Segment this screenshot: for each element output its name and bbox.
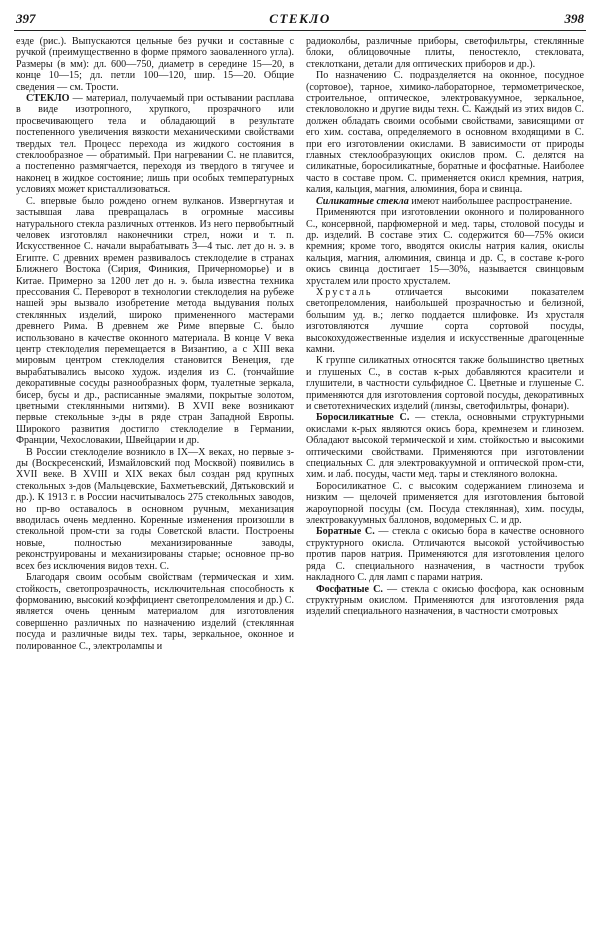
page-header [14,10,586,31]
paragraph: Боросиликатное С. с высоким содержанием глинозема и низким — щелочей применяется для изготовления бытовой жароупорной посуды (см. Посуда стеклянная), хим. посуды, электровакуумных баллонов, водомерных С. и др. [306,480,584,527]
paragraph: В России стеклоделие возникло в IX—X веках, но первые з-ды (Воскресенский, Измайловский под Москвой) появились в XVII веке. В XVIII и XIX веках был создан ряд крупных стекольных з-дов (Мальцевские, Бахметьевский, Дятьковский и др.). К 1913 г. в России насчитывалось 275 стекольных заводов, но пр-во оставалось в основном ручным, механизация вводилась очень медленно. Коренные изменения произошли в стекольной пром-сти за годы Советской власти. Построены новые, полностью механизированные заводы, реконструированы и механизированы старые; основное пр-во всех без исключения видов техн. С. [16,446,294,572]
running-head: СТЕКЛО [269,11,331,26]
paragraph: Фосфатные С. — стекла с окисью фосфора, как основным структурным окислом. Применяются для изготовления ряда изделий специального назначения, в частности смотровых [306,583,584,618]
spaced-heading: Хрусталь [316,286,373,298]
entry-heading: Фосфатные С. [316,583,383,595]
left-column [16,36,294,652]
entry-heading: СТЕКЛО [26,93,70,105]
page-number-right: 398 [564,11,584,26]
paragraph: Боратные С. — стекла с окисью бора в качестве основного структурного окисла. Отличаются высокой устойчивостью против паров натрия. Применяются для изготовления целого ряда С. специального назначения, в частности трубок накладного С. для ламп с парами натрия. [306,526,584,584]
paragraph: езде (рис.). Выпускаются цельные без ручки и составные с ручкой (преимущественно в форме прямого заоваленного угла). Размеры (в мм): дл. 600—750, диаметр в середине 15—20, в конце 10—15; дл. петли 100—120, шир. 15—20. Общие сведения — см. Трости. [16,36,294,93]
paragraph: СТЕКЛО — материал, получаемый при остывании расплава в виде изотропного, хрупкого, прозрачного или просвечивающего тела и обладающий в результате постепенного увеличения вязкости механическими свойствами твердых тел. Процесс перехода из жидкого состояния в стеклообразное — обратимый. При нагревании С. не плавится, а постепенно размягчается, переходя из твердого в тягучее и наконец в жидкое состояние; лишь при особых температурных условиях может кристаллизоваться. [16,93,294,196]
paragraph: Применяются при изготовлении оконного и полированного С., консервной, парфюмерной и мед. тары, столовой посуды и др. изделий. В составе этих С. содержится 60—75% окиси кремния; кроме того, вводятся окислы натрия калия, окислы кальция, магния, алюминия, свинца и др. С, в составе к-рого окись свинца достигает 15—30%, называется свинцовым хрусталем или просто хрусталем. [306,207,584,287]
paragraph: Хрусталь отличается высокими показателем светопреломления, наибольшей прозрачностью и белизной, большим уд. в.; легко поддается шлифовке. Из хрусталя изготовляются лучшие сорта сортовой посуды, высокохудожественные изделия и искусственные драгоценные камни. [306,286,584,355]
paragraph: Силикатные стекла имеют наибольшее распространение. [316,195,573,207]
paragraph: Боросиликатные С. — стекла, основными структурными окислами к-рых являются окись бора, кремнезем и глинозем. Обладают высокой термической и хим. стойкостью и высокими оптическими свойствами. Применяются при изготовлении специальных С. для электровакуумной и оптической пром-сти, хим. и лаб. посуды, части мед. тары и стекляного волокна. [306,412,585,481]
paragraph: По назначению С. подразделяется на оконное, посудное (сортовое), тарное, химико-лабораторное, термометрическое, строительное, оптическое, электровакуумное, зеркальное, стекловолокно и другие виды техн. С. Каждый из этих видов С. должен обладать своими особыми свойствами, зависящими от его хим. состава, определяемого в основном входящими в С. при его изготовлении окислами. В зависимости от природы главных стеклообразующих окислов пром. С. делятся на силикатные, боросиликатные, боратные и фосфатные. Наиболее часто в составе пром. С. применяется окисл кремния, натрия, калия, кальция, магния, алюминия, бора и свинца. [306,70,584,196]
paragraph: Благодаря своим особым свойствам (термическая и хим. стойкость, светопрозрачность, исключительная способность к формованию, высокий коэффициент светопреломления и др.) С. является очень ценным материалом для изготовления совершенно различных по назначению изделий (стеклянная посуда и различные виды тех. тары, зеркальное, оконное и полированное С., электролампы и [16,572,294,652]
paragraph: радиоколбы, различные приборы, светофильтры, стеклянные блоки, облицовочные плиты, пеностекло, стекловата, стеклоткани, детали для оптических приборов и др.). [306,36,584,70]
entry-heading: Боросиликатные С. [316,412,410,424]
entry-heading: Силикатные стекла [316,195,409,207]
page-number-left: 397 [16,11,36,26]
paragraph: К группе силикатных относятся также большинство цветных и глушеных С., в состав к-рых добавляются красители и глушители, в частности сульфидное С. Цветные и глушеные С. применяются для изготовления сортовой посуды, декоративных и светотехнических изделий (линзы, светофильтры, фонари). [306,355,584,412]
right-column [306,36,584,618]
entry-heading: Боратные С. [316,526,375,538]
paragraph: С. впервые было рождено огнем вулканов. Извергнутая и застывшая лава превращалась в огромные массивы натурального стекла различных оттенков. Из него первобытный человек изготовлял наконечники стрел, ножи и т. п. Искусственное С. начали вырабатывать 3—4 тыс. лет до н. э. в Египте. С древних времен развивалось стеклоделие в странах Ближнего Востока (Сирия, Финикия, Причерноморье) и в Китае. Примерно за 1200 лет до н. э. была известна техника прессования С. Переворот в технологии стеклоделия на рубеже нашей эры вызвало изобретение метода выдувания полых стеклянных изделий, широко примененного мастерами древнего Рима. В древнем же Риме впервые С. было использовано в качестве оконного материала. В конце V века центр стеклоделия перемещается в Византию, а с XIII века мировым центром стеклоделия становится Венеция, где вырабатывались высоко худож. изделия из С. (тончайшие декоративные сосуды разнообразных форм, туалетные зеркала, бисер, бусы и др., расписанные эмалями, покрытые золотом, цветными стеклянными нитями). В XVII веке возникают первые стекольные з-ды в ряде стран Западной Европы. Широкого развития достигло стеклоделие в Германии, Франции, Чехословакии, Швейцарии и др. [16,195,294,447]
